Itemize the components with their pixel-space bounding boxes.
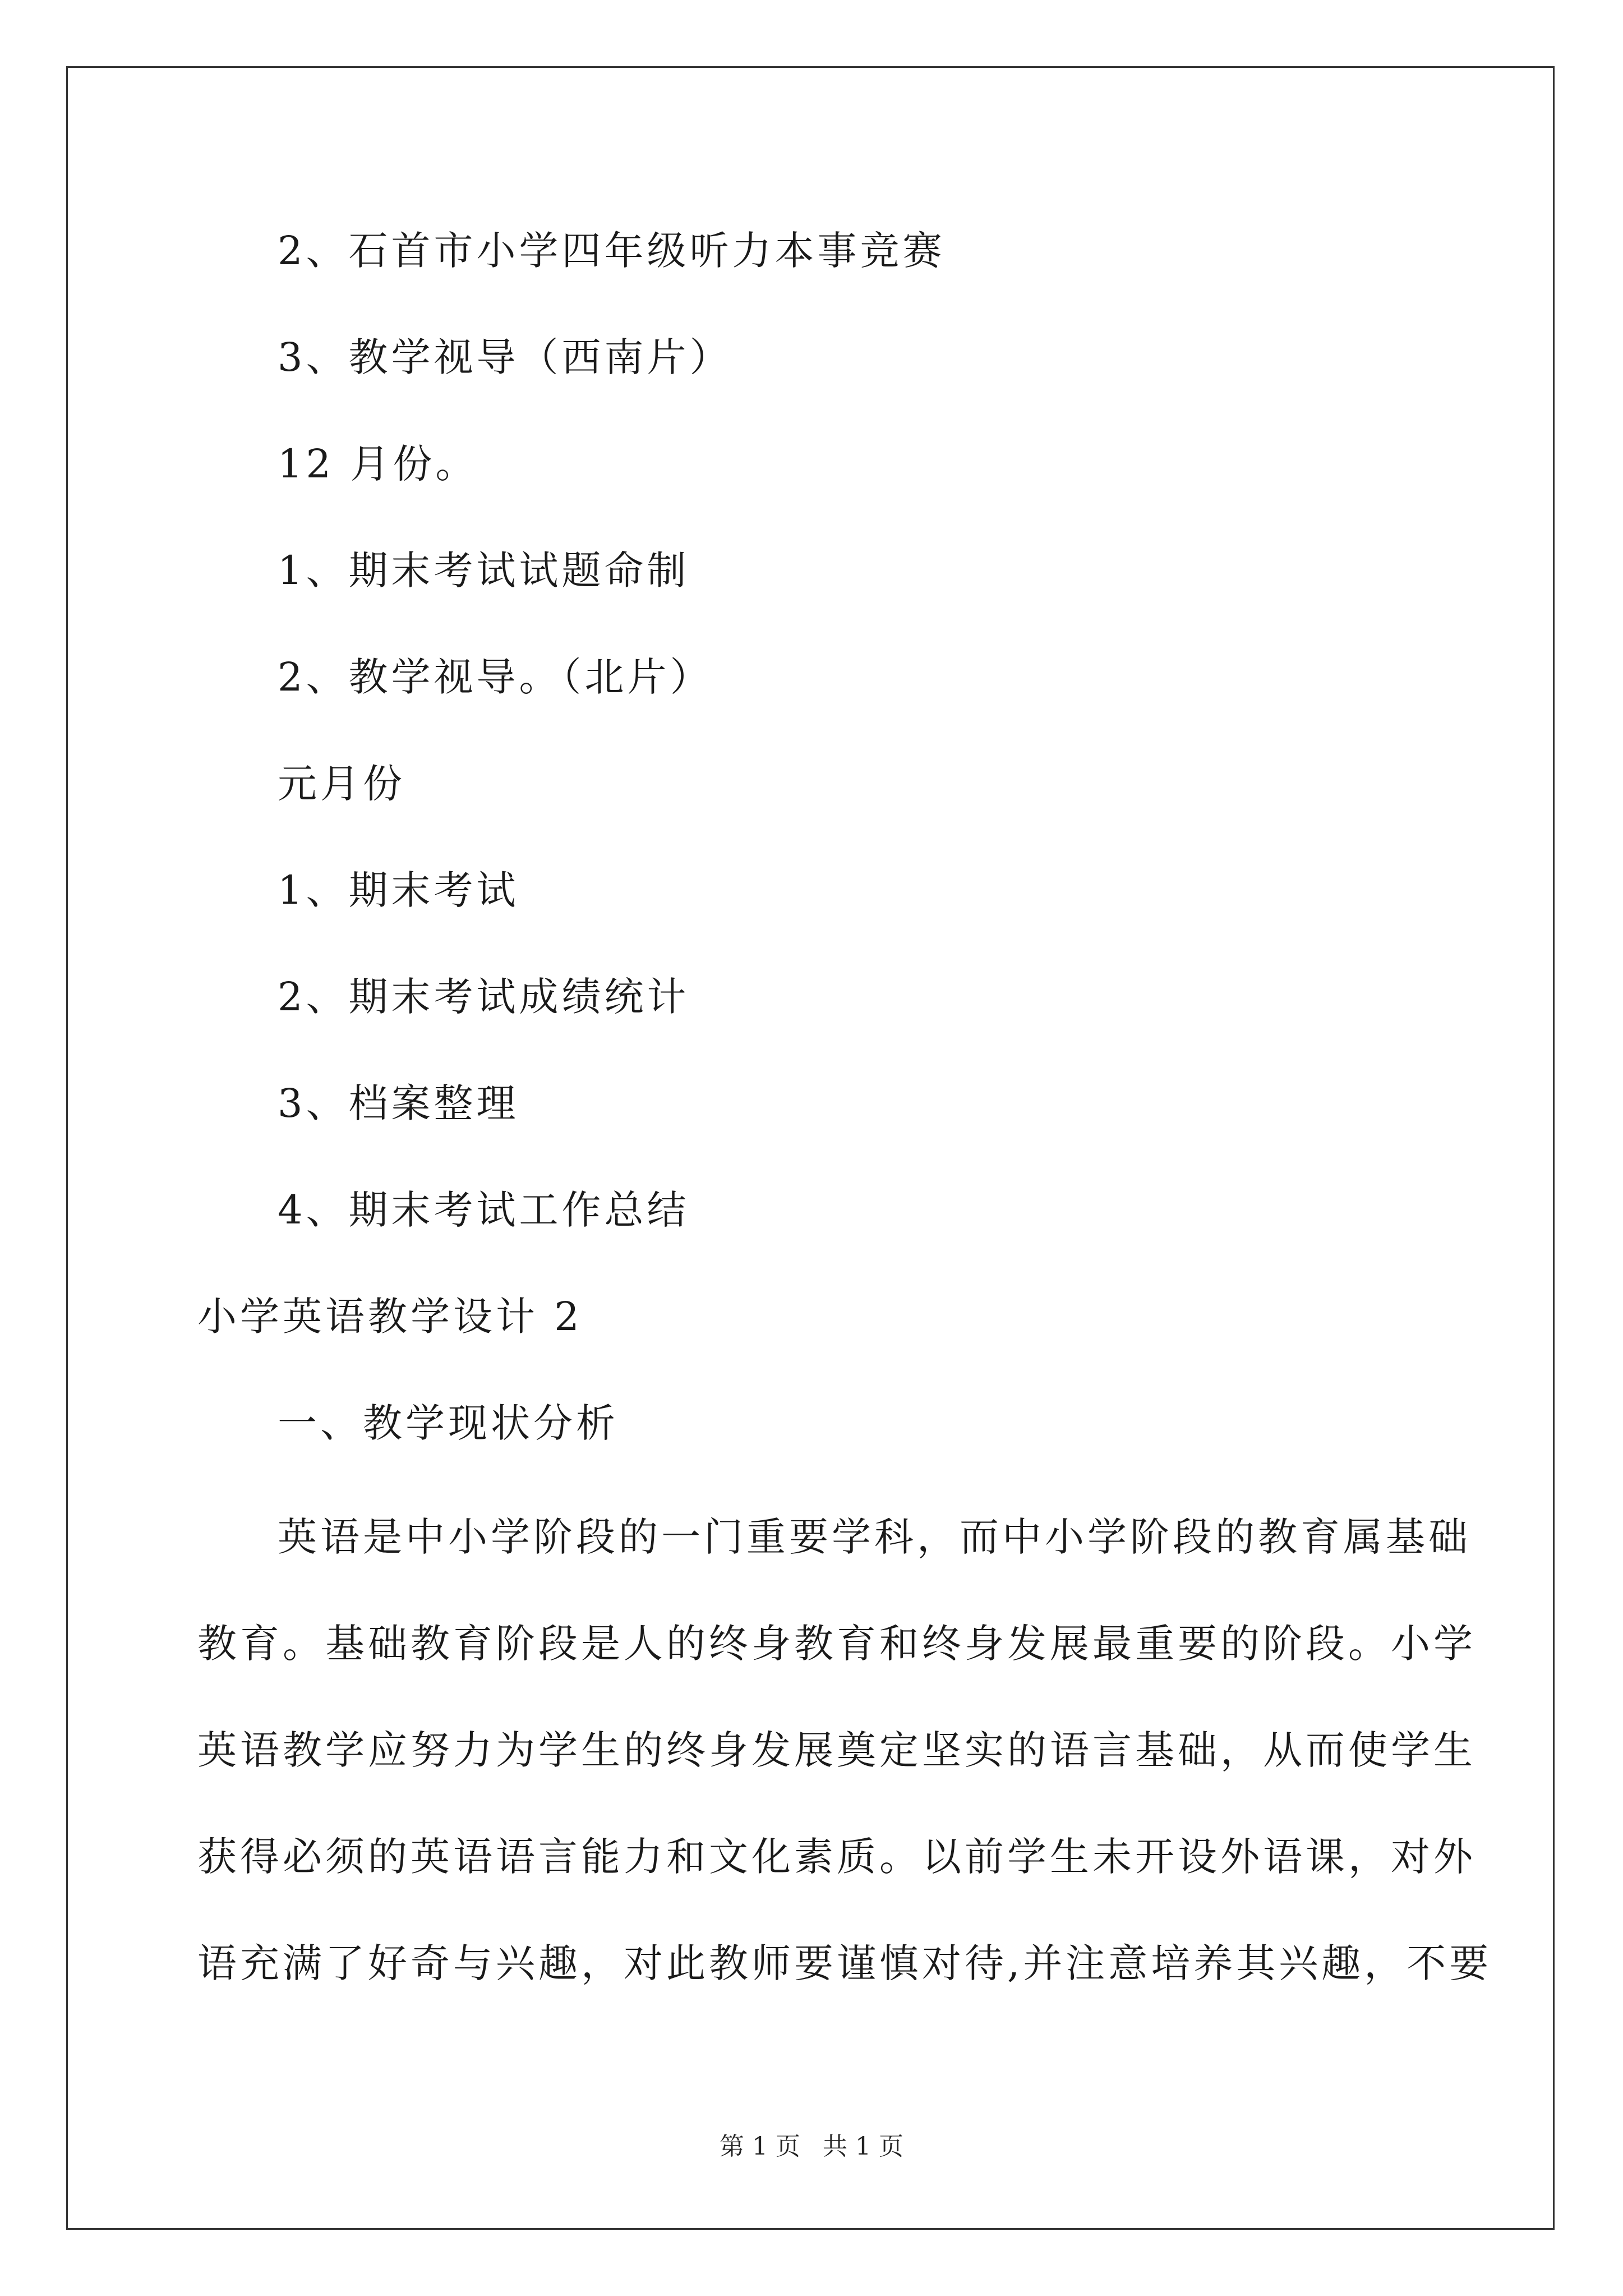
paragraph-line: 教育。基础教育阶段是人的终身教育和终身发展最重要的阶段。小学 (197, 1621, 1476, 1667)
list-item: 2、期末考试成绩统计 (278, 974, 690, 1020)
month-heading: 12 月份。 (278, 441, 478, 487)
paragraph-line: 语充满了好奇与兴趣，对此教师要谨慎对待,并注意培养其兴趣，不要 (197, 1940, 1492, 1986)
list-item: 3、教学视导（西南片） (278, 334, 732, 380)
page-number: 第 1 页 (720, 2132, 800, 2161)
list-item: 4、期末考试工作总结 (278, 1187, 690, 1233)
section-title: 小学英语教学设计 2 (197, 1294, 583, 1340)
list-item: 1、期末考试 (278, 867, 519, 913)
subsection-title: 一、教学现状分析 (278, 1400, 619, 1446)
list-item: 1、期末考试试题命制 (278, 547, 690, 593)
page-total: 共 1 页 (823, 2132, 903, 2161)
list-item: 2、教学视导。（北片） (278, 654, 713, 700)
list-item: 2、石首市小学四年级听力本事竞赛 (278, 228, 946, 274)
body-paragraph (197, 1484, 1492, 2017)
list-item: 3、档案整理 (278, 1080, 519, 1126)
page-footer (0, 2130, 1623, 2164)
paragraph-line: 英语教学应努力为学生的终身发展奠定坚实的语言基础，从而使学生 (197, 1727, 1476, 1773)
paragraph-line: 获得必须的英语语言能力和文化素质。以前学生未开设外语课，对外 (197, 1834, 1476, 1880)
paragraph-line: 英语是中小学阶段的一门重要学科，而中小学阶段的教育属基础 (278, 1514, 1471, 1560)
month-heading: 元月份 (278, 761, 405, 807)
